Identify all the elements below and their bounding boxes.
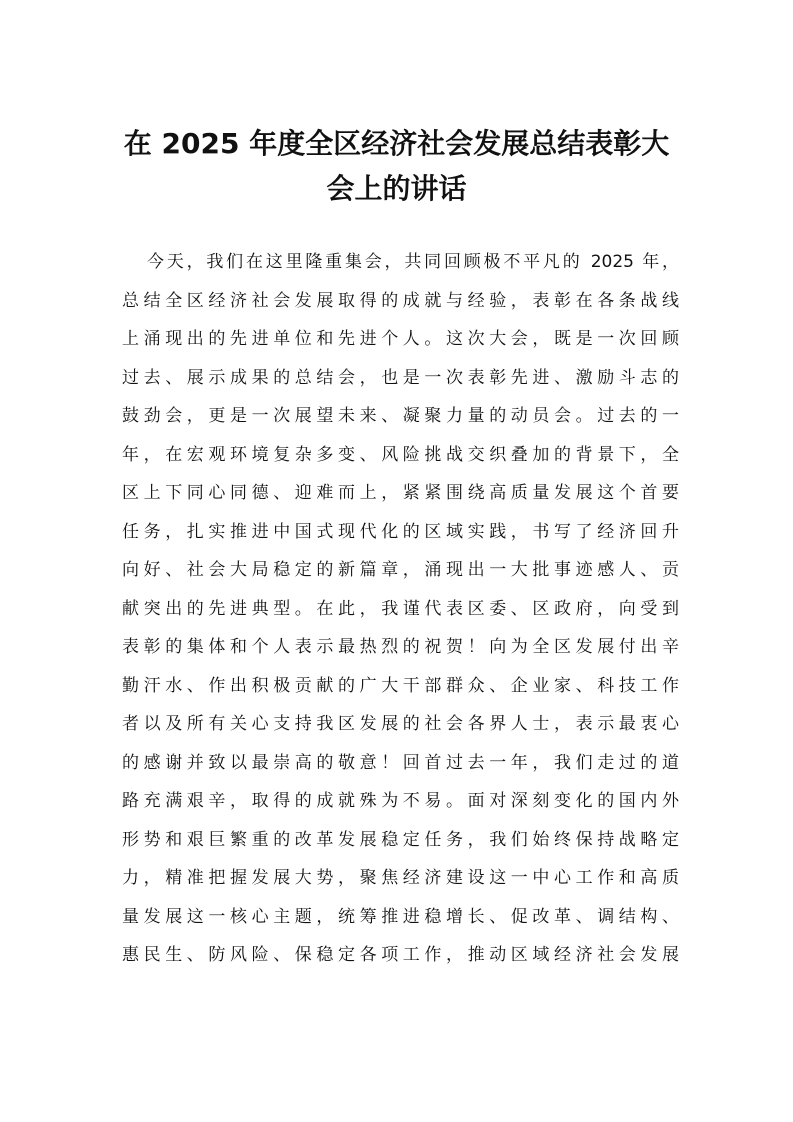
body-line: 力，精准把握发展大势，聚焦经济建设这一中心工作和高质 bbox=[122, 868, 679, 888]
title-line-1: 在 2025 年度全区经济社会发展总结表彰大 bbox=[123, 127, 670, 160]
body-line: 区上下同心同德、迎难而上，紧紧围绕高质量发展这个首要 bbox=[122, 483, 679, 503]
body-line: 量发展这一核心主题，统筹推进稳增长、促改革、调结构、 bbox=[122, 906, 679, 927]
body-line: 路充满艰辛，取得的成就殊为不易。面对深刻变化的国内外 bbox=[122, 791, 679, 811]
body-line: 的感谢并致以最崇高的敬意！回首过去一年，我们走过的道 bbox=[122, 752, 679, 773]
body-line: 者以及所有关心支持我区发展的社会各界人士，表示最衷心 bbox=[122, 714, 679, 734]
body-paragraph bbox=[122, 249, 679, 981]
body-line: 今天，我们在这里隆重集会，共同回顾极不平凡的 2025 年， bbox=[147, 252, 679, 272]
body-line: 惠民生、防风险、保稳定各项工作，推动区域经济社会发展 bbox=[122, 945, 679, 965]
body-line: 任务，扎实推进中国式现代化的区域实践，书写了经济回升 bbox=[122, 521, 679, 542]
body-line: 表彰的集体和个人表示最热烈的祝贺！向为全区发展付出辛 bbox=[122, 637, 679, 657]
body-line: 总结全区经济社会发展取得的成就与经验，表彰在各条战线 bbox=[122, 290, 679, 311]
body-line: 年，在宏观环境复杂多变、风险挑战交织叠加的背景下，全 bbox=[122, 444, 679, 465]
body-line: 鼓劲会，更是一次展望未来、凝聚力量的动员会。过去的一 bbox=[122, 406, 679, 426]
body-line: 献突出的先进典型。在此，我谨代表区委、区政府，向受到 bbox=[122, 598, 679, 619]
body-line: 形势和艰巨繁重的改革发展稳定任务，我们始终保持战略定 bbox=[122, 829, 679, 850]
title-line-2: 会上的讲话 bbox=[326, 172, 467, 205]
body-line: 向好、社会大局稳定的新篇章，涌现出一大批事迹感人、贡 bbox=[122, 560, 679, 580]
body-line: 上涌现出的先进单位和先进个人。这次大会，既是一次回顾 bbox=[122, 329, 679, 349]
body-line: 过去、展示成果的总结会，也是一次表彰先进、激励斗志的 bbox=[122, 367, 679, 388]
body-line: 勤汗水、作出积极贡献的广大干部群众、企业家、科技工作 bbox=[122, 675, 679, 696]
